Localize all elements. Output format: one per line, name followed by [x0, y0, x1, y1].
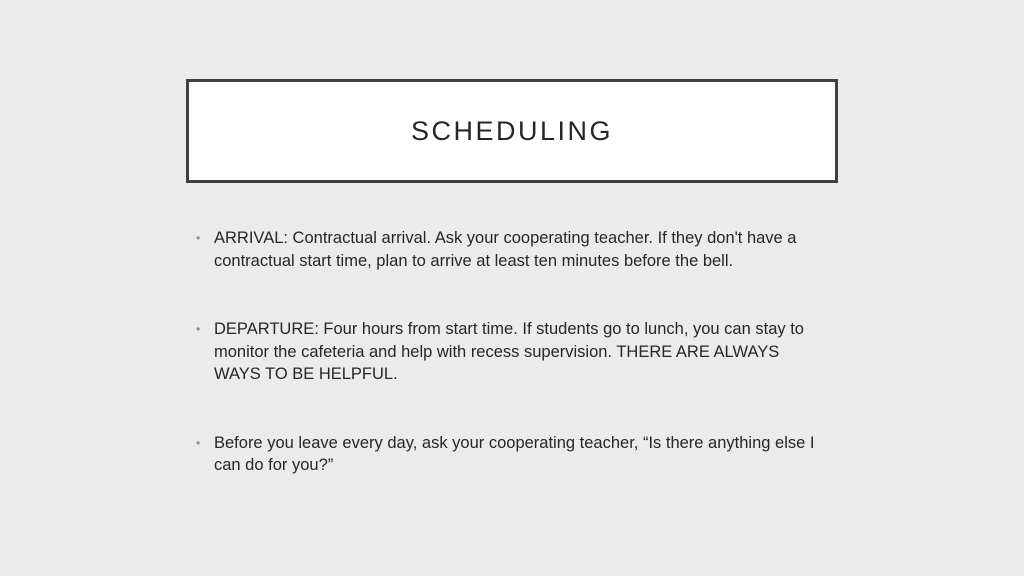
bullet-dot-icon: •	[196, 231, 201, 245]
bullet-dot-icon: •	[196, 322, 201, 336]
slide-title-box	[186, 79, 838, 183]
bullet-text-arrival: ARRIVAL: Contractual arrival. Ask your cooperating teacher. If they don't have a contractual start time, plan to arrive at least ten minutes before the bell.	[214, 229, 797, 270]
bullet-text-before-leave: Before you leave every day, ask your cooperating teacher, “Is there anything else I can do for you?”	[214, 433, 815, 474]
bullet-text-departure: DEPARTURE: Four hours from start time. If students go to lunch, you can stay to monitor the cafeteria and help with recess supervision. THERE ARE ALWAYS WAYS TO BE HELPFUL.	[214, 320, 804, 383]
bullet-item-arrival	[196, 227, 826, 272]
slide-title: SCHEDULING	[410, 115, 614, 146]
bullet-item-departure	[196, 318, 826, 386]
bullet-dot-icon: •	[196, 435, 201, 450]
bullet-item-before-leave	[196, 432, 826, 477]
bullet-list	[196, 227, 826, 477]
